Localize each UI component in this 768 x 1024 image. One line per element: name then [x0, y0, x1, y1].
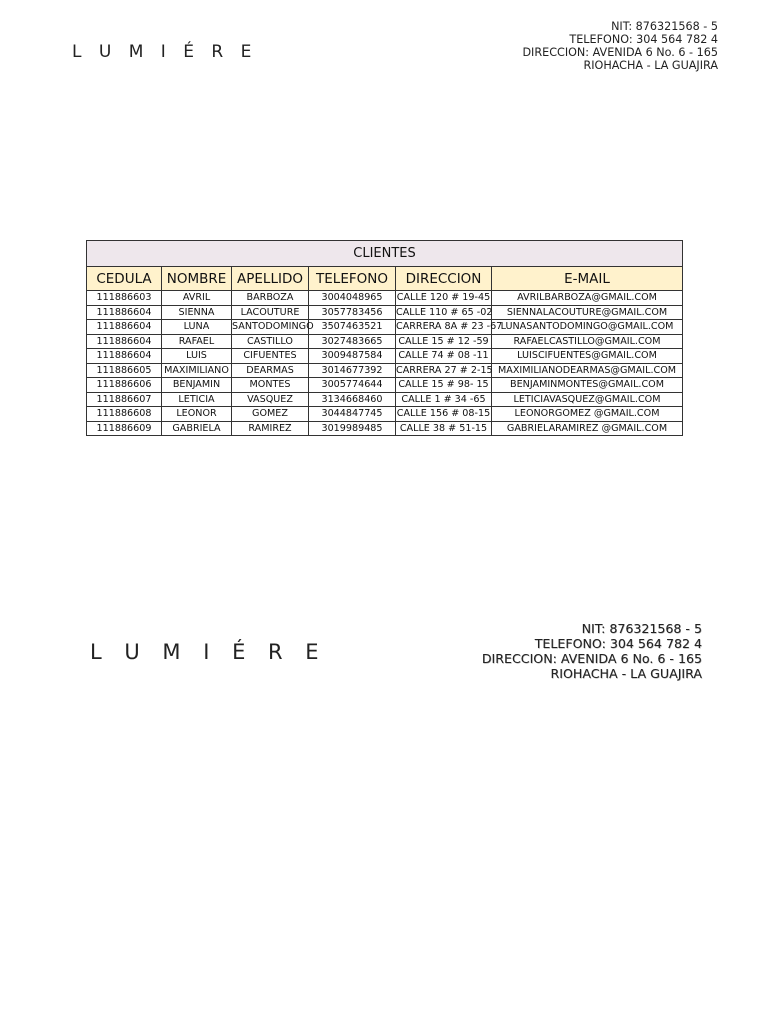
cell-direccion: CALLE 1 # 34 -65 [396, 392, 492, 407]
company-logo-footer: L U M I É R E [90, 640, 327, 664]
column-header-cedula: CEDULA [87, 267, 162, 291]
cell-nombre: RAFAEL [162, 334, 232, 349]
nit-line: NIT: 876321568 - 5 [611, 20, 718, 33]
cell-direccion: CALLE 38 # 51-15 [396, 421, 492, 436]
cell-nombre: LUNA [162, 320, 232, 335]
cell-cedula: 111886609 [87, 421, 162, 436]
city-line: RIOHACHA - LA GUAJIRA [550, 666, 702, 681]
company-logo: L U M I É R E [72, 42, 258, 62]
table-title: CLIENTES [87, 241, 683, 267]
column-header-direccion: DIRECCION [396, 267, 492, 291]
cell-direccion: CARRERA 8A # 23 -67 [396, 321, 503, 333]
cell-nombre: LETICIA [162, 392, 232, 407]
cell-email: BENJAMINMONTES@GMAIL.COM [492, 378, 683, 393]
cell-apellido: SANTODOMINGO [232, 321, 314, 333]
cell-cedula: 111886606 [87, 378, 162, 393]
cell-email: MAXIMILIANODEARMAS@GMAIL.COM [492, 363, 683, 378]
cell-telefono: 3014677392 [309, 363, 396, 378]
table-body [87, 291, 683, 436]
cell-cedula: 111886604 [87, 305, 162, 320]
table-row [87, 407, 683, 422]
cell-email: SIENNALACOUTURE@GMAIL.COM [492, 305, 683, 320]
phone-line: TELEFONO: 304 564 782 4 [534, 636, 702, 651]
column-header-telefono: TELEFONO [309, 267, 396, 291]
table-row [87, 334, 683, 349]
cell-email: LUISCIFUENTES@GMAIL.COM [492, 349, 683, 364]
cell-telefono: 3009487584 [309, 349, 396, 364]
table-header-row [87, 267, 683, 291]
cell-cedula: 111886608 [87, 407, 162, 422]
address-line: DIRECCION: AVENIDA 6 No. 6 - 165 [481, 651, 702, 666]
cell-direccion: CALLE 120 # 19-45 [396, 292, 491, 304]
cell-cedula: 111886607 [87, 392, 162, 407]
cell-direccion: CALLE 156 # 08-15 [396, 408, 491, 420]
cell-cedula: 111886603 [87, 291, 162, 306]
company-info-footer [482, 621, 702, 681]
cell-apellido: DEARMAS [232, 363, 309, 378]
cell-apellido: BARBOZA [232, 291, 309, 306]
cell-cedula: 111886604 [87, 349, 162, 364]
cell-apellido: MONTES [232, 378, 309, 393]
cell-telefono: 3019989485 [309, 421, 396, 436]
cell-telefono: 3057783456 [309, 305, 396, 320]
cell-direccion: CALLE 74 # 08 -11 [396, 349, 492, 364]
cell-email: GABRIELARAMIREZ @GMAIL.COM [492, 421, 683, 436]
table-title-row [87, 241, 683, 267]
column-header-nombre: NOMBRE [162, 267, 232, 291]
address-line: DIRECCION: AVENIDA 6 No. 6 - 165 [522, 46, 718, 59]
nit-line: NIT: 876321568 - 5 [581, 621, 702, 636]
table-row [87, 421, 683, 436]
table-row [87, 392, 683, 407]
cell-apellido: CIFUENTES [232, 349, 309, 364]
cell-apellido: RAMIREZ [232, 421, 309, 436]
cell-nombre: GABRIELA [162, 421, 232, 436]
cell-nombre: MAXIMILIANO [162, 363, 232, 378]
cell-direccion: CARRERA 27 # 2-15 [396, 364, 493, 376]
cell-email: AVRILBARBOZA@GMAIL.COM [492, 291, 683, 306]
cell-cedula: 111886604 [87, 320, 162, 335]
cell-nombre: LUIS [162, 349, 232, 364]
cell-telefono: 3134668460 [309, 392, 396, 407]
phone-line: TELEFONO: 304 564 782 4 [569, 33, 718, 46]
cell-email: LEONORGOMEZ @GMAIL.COM [492, 407, 683, 422]
cell-email: LETICIAVASQUEZ@GMAIL.COM [492, 392, 683, 407]
cell-nombre: AVRIL [162, 291, 232, 306]
cell-nombre: BENJAMIN [162, 378, 232, 393]
cell-telefono: 3044847745 [309, 407, 396, 422]
cell-cedula: 111886605 [87, 363, 162, 378]
cell-direccion: CALLE 15 # 98- 15 [396, 378, 492, 393]
cell-apellido: VASQUEZ [232, 392, 309, 407]
cell-nombre: SIENNA [162, 305, 232, 320]
table-row [87, 378, 683, 393]
company-info [522, 20, 718, 72]
table-row [87, 363, 683, 378]
cell-cedula: 111886604 [87, 334, 162, 349]
cell-apellido: CASTILLO [232, 334, 309, 349]
cell-nombre: LEONOR [162, 407, 232, 422]
cell-email: RAFAELCASTILLO@GMAIL.COM [492, 334, 683, 349]
cell-telefono: 3507463521 [309, 320, 396, 335]
cell-telefono: 3004048965 [309, 291, 396, 306]
cell-email: LUNASANTODOMINGO@GMAIL.COM [492, 320, 683, 335]
cell-direccion: CALLE 15 # 12 -59 [396, 334, 492, 349]
table-row [87, 320, 683, 335]
table-row [87, 305, 683, 320]
table-row [87, 349, 683, 364]
cell-apellido: GOMEZ [232, 407, 309, 422]
city-line: RIOHACHA - LA GUAJIRA [583, 59, 718, 72]
cell-telefono: 3027483665 [309, 334, 396, 349]
clients-table [86, 240, 683, 436]
table-row [87, 291, 683, 306]
cell-direccion: CALLE 110 # 65 -02 [396, 306, 493, 318]
cell-apellido: LACOUTURE [232, 305, 309, 320]
cell-telefono: 3005774644 [309, 378, 396, 393]
column-header-apellido: APELLIDO [232, 267, 309, 291]
column-header-email: E-MAIL [492, 267, 683, 291]
